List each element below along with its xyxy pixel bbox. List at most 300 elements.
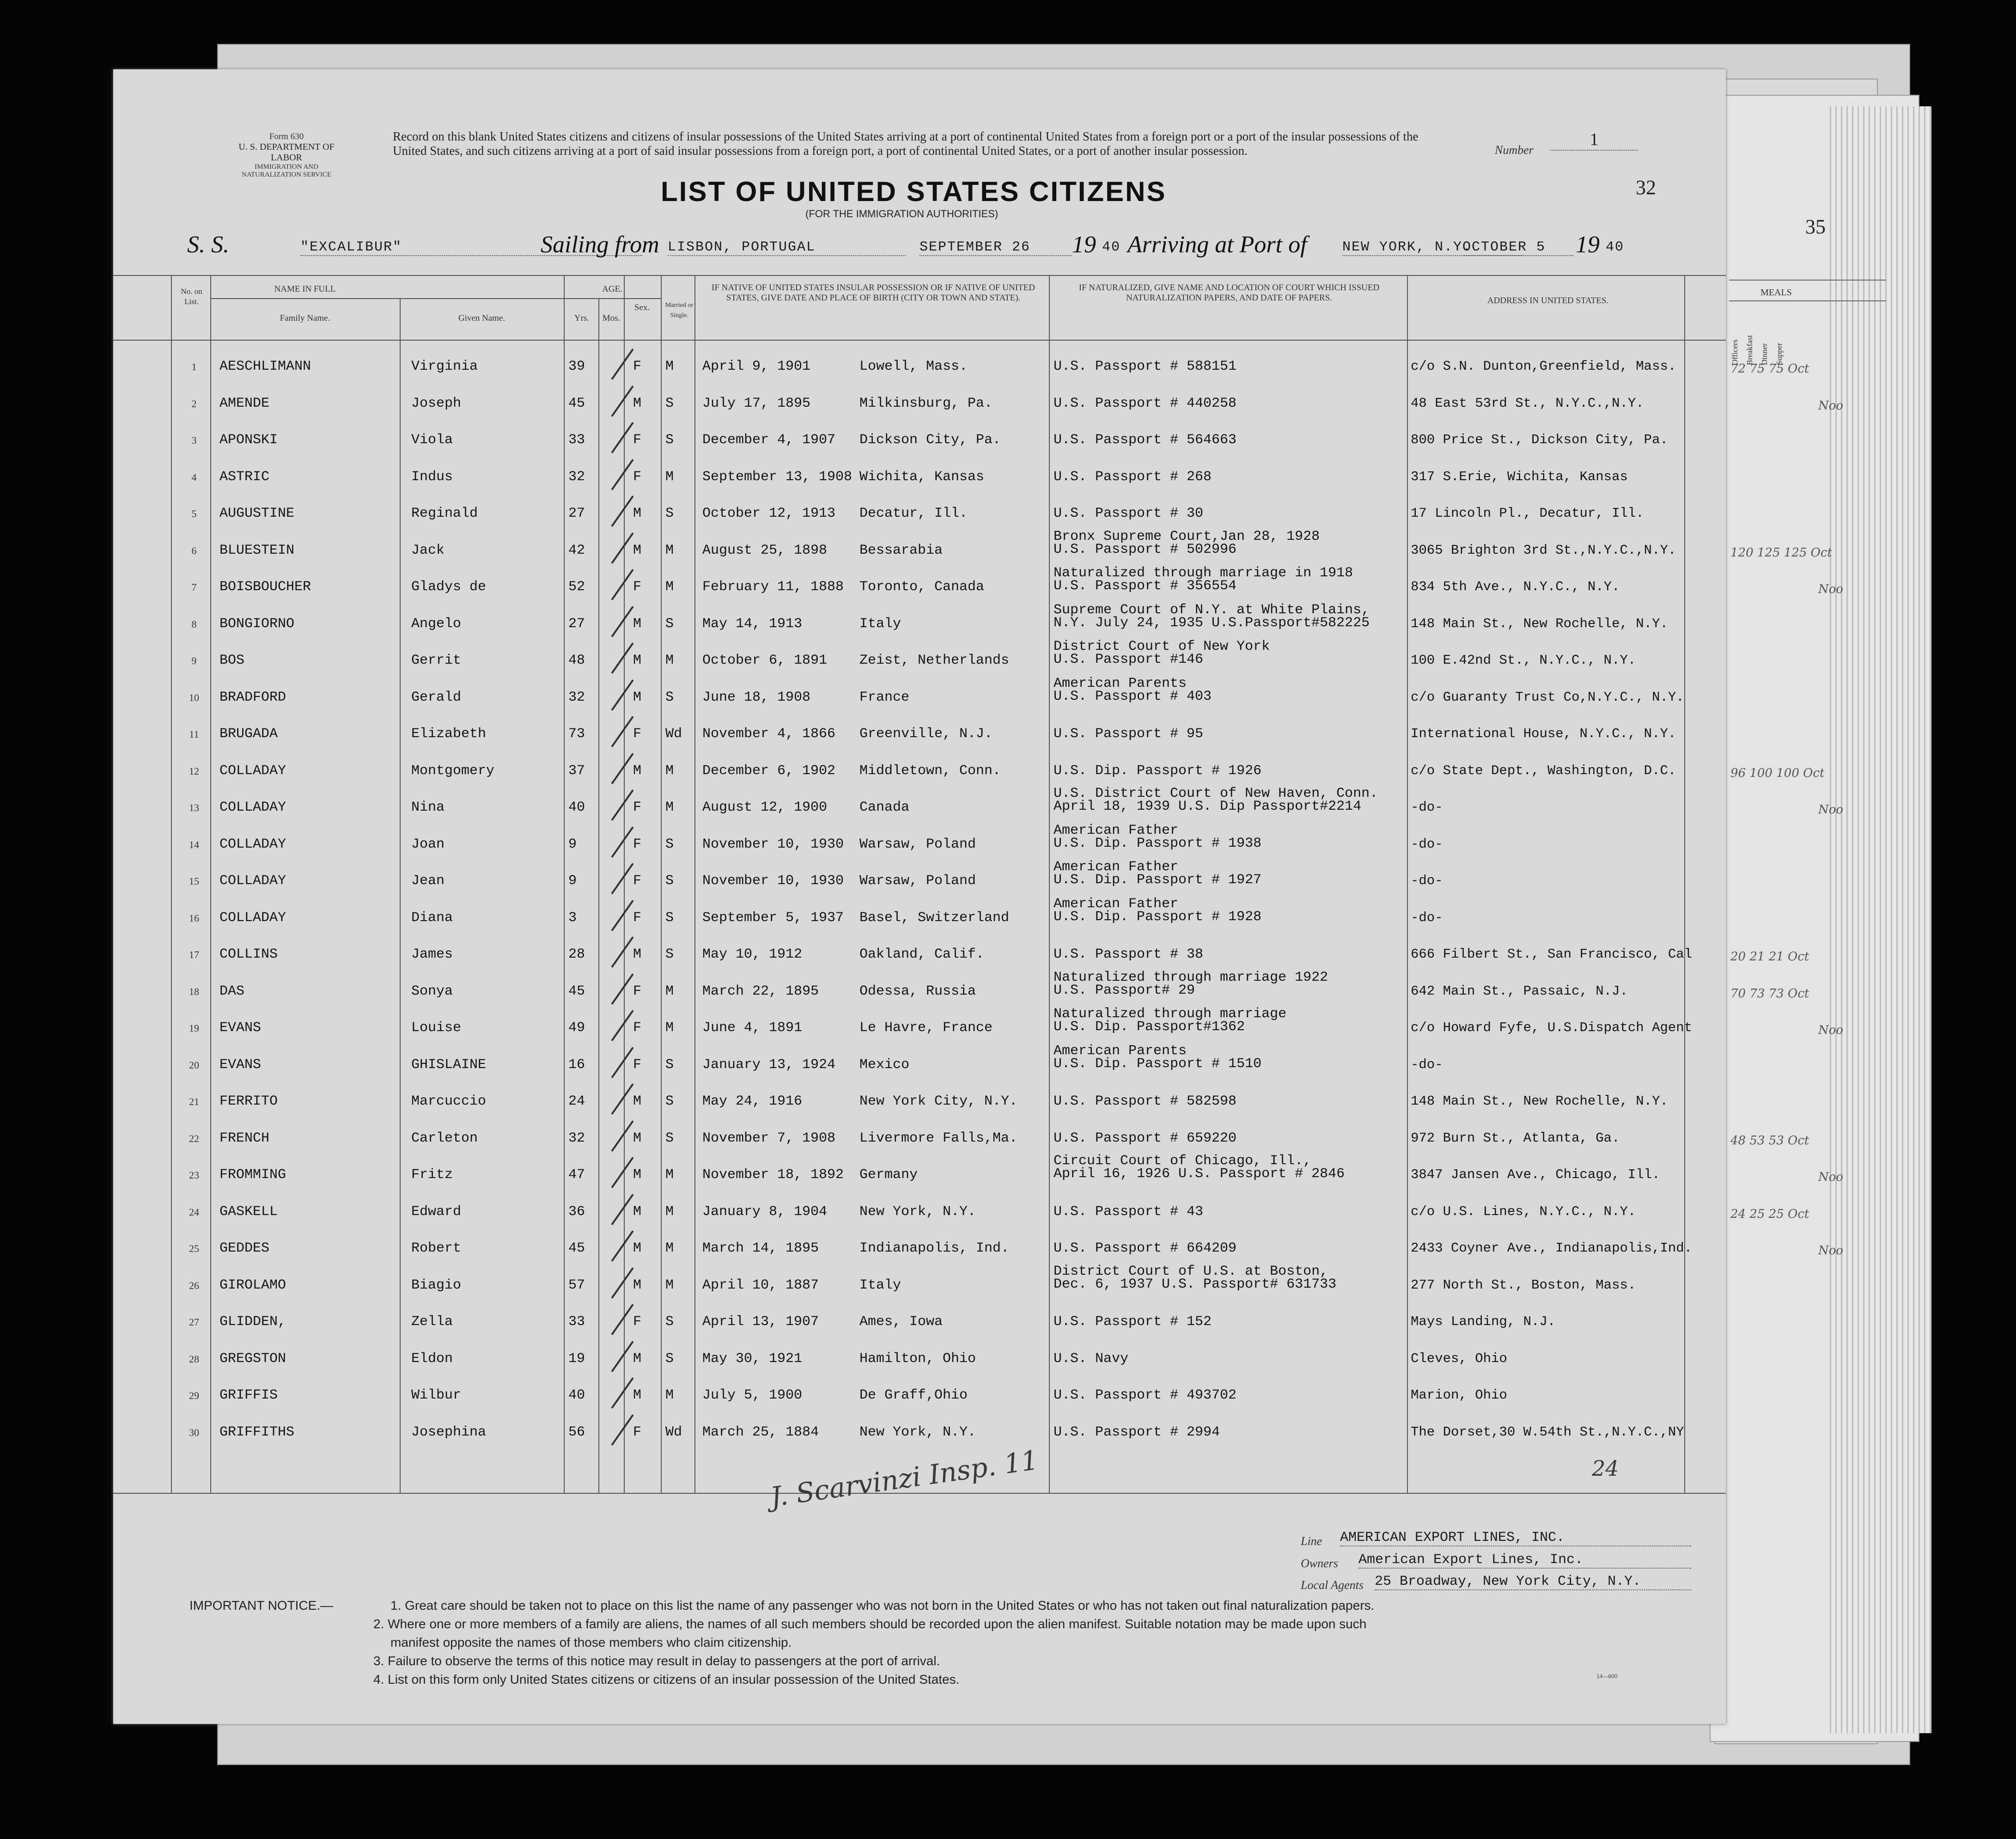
birth-date: May 24, 1916 <box>702 1094 803 1109</box>
given-name: Eldon <box>411 1350 453 1367</box>
naturalization-line-1: Naturalized through marriage <box>1054 1006 1287 1022</box>
family-name: GASKELL <box>219 1204 278 1220</box>
arriving-label: Arriving at Port of <box>1127 232 1307 258</box>
sex: F <box>633 800 642 815</box>
naturalization-line-1: Naturalized through marriage 1922 <box>1054 969 1328 985</box>
sex: M <box>633 1277 642 1293</box>
family-name: COLLADAY <box>219 836 286 852</box>
sex: M <box>633 1240 642 1256</box>
column-rule <box>1684 275 1685 1493</box>
sex: F <box>633 579 642 595</box>
naturalization: U.S. Passport # 564663 <box>1054 432 1237 448</box>
birth-place: New York City, N.Y. <box>859 1094 1018 1109</box>
naturalization-line-1: Circuit Court of Chicago, Ill., <box>1054 1153 1312 1169</box>
sex: M <box>633 1387 642 1403</box>
birth-place: Indianapolis, Ind. <box>859 1240 1010 1256</box>
check-mark <box>611 569 633 600</box>
family-name: DAS <box>219 983 245 999</box>
meals-rule <box>1729 300 1886 301</box>
naturalization: U.S. Passport # 38 <box>1054 947 1204 962</box>
birth-place: Italy <box>859 616 901 632</box>
page-title: LIST OF UNITED STATES CITIZENS <box>661 176 1167 207</box>
age-years: 45 <box>568 1240 585 1256</box>
marital-status: S <box>665 395 674 411</box>
notice-title: IMPORTANT NOTICE.— <box>189 1598 334 1613</box>
birth-date: May 14, 1913 <box>702 616 803 632</box>
check-mark <box>611 606 633 637</box>
address: 100 E.42nd St., N.Y.C., N.Y. <box>1411 653 1636 668</box>
given-name: Viola <box>411 432 453 448</box>
naturalization-line-2: U.S. Dip. Passport # 1510 <box>1054 1056 1262 1072</box>
birth-place: Decatur, Ill. <box>859 506 968 521</box>
naturalization-line-2: U.S. Dip. Passport # 1938 <box>1054 835 1262 851</box>
check-mark <box>611 1377 633 1409</box>
naturalization: U.S. Passport # 30 <box>1054 506 1204 521</box>
meal-column-header: Breakfast <box>1745 335 1754 365</box>
birth-date: December 4, 1907 <box>702 432 836 448</box>
age-years: 42 <box>568 542 585 558</box>
check-mark <box>611 936 633 968</box>
naturalization: U.S. Passport # 440258 <box>1054 395 1237 411</box>
naturalization-line-2: April 16, 1926 U.S. Passport # 2846 <box>1054 1166 1345 1182</box>
address: c/o Howard Fyfe, U.S.Dispatch Agent <box>1411 1020 1693 1035</box>
check-mark <box>611 1120 633 1152</box>
check-mark <box>611 1010 633 1041</box>
agents-value: 25 Broadway, New York City, N.Y. <box>1375 1574 1691 1590</box>
address: 972 Burn St., Atlanta, Ga. <box>1411 1130 1620 1146</box>
given-name: Marcuccio <box>411 1094 487 1109</box>
address: 2433 Coyner Ave., Indianapolis,Ind. <box>1411 1240 1693 1256</box>
address: c/o S.N. Dunton,Greenfield, Mass. <box>1411 359 1676 374</box>
check-mark <box>611 753 633 784</box>
birth-place: Greenville, N.J. <box>859 726 993 742</box>
column-rule <box>210 275 211 1493</box>
sex: F <box>633 1424 642 1440</box>
row-number: 12 <box>189 765 199 777</box>
marital-status: M <box>665 763 674 779</box>
row-number: 21 <box>189 1096 199 1107</box>
sex: M <box>633 763 642 779</box>
row-number: 14 <box>189 838 199 850</box>
row-number: 5 <box>191 508 197 519</box>
birth-place: Mexico <box>859 1057 910 1073</box>
birth-place: Bessarabia <box>859 542 943 558</box>
table-top-rule <box>113 275 1726 276</box>
given-name: Gerrit <box>411 653 462 668</box>
family-name: AMENDE <box>219 395 270 411</box>
age-years: 39 <box>568 359 585 374</box>
column-header-birth: IF NATIVE OF UNITED STATES INSULAR POSSESSION OR IF NATIVE OF UNITED STATES, GIVE DATE AND PLACE OF BIRTH (CITY OR TOWN AND STATE). <box>712 283 1035 303</box>
address: 317 S.Erie, Wichita, Kansas <box>1411 469 1628 484</box>
row-number: 22 <box>189 1132 199 1144</box>
address: International House, N.Y.C., N.Y. <box>1411 726 1676 741</box>
sex: F <box>633 1020 642 1036</box>
birth-place: De Graff,Ohio <box>859 1387 968 1403</box>
check-mark <box>611 789 633 821</box>
birth-date: April 9, 1901 <box>702 359 811 374</box>
naturalization: U.S. Passport # 588151 <box>1054 359 1237 374</box>
birth-date: September 5, 1937 <box>702 910 844 926</box>
naturalization-line-2: U.S. Passport #146 <box>1054 652 1204 667</box>
marital-status: M <box>665 1240 674 1256</box>
marital-status: M <box>665 359 674 374</box>
family-name: APONSKI <box>219 432 278 448</box>
birth-date: November 4, 1866 <box>702 726 836 742</box>
age-years: 47 <box>568 1167 585 1183</box>
naturalization: U.S. Passport # 493702 <box>1054 1387 1237 1403</box>
naturalization-line-1: American Father <box>1054 896 1179 912</box>
given-name: Edward <box>411 1204 462 1220</box>
marital-status: S <box>665 1130 674 1146</box>
name-age-subrule <box>210 298 661 299</box>
family-name: GREGSTON <box>219 1350 286 1367</box>
birth-place: Warsaw, Poland <box>859 873 976 889</box>
age-years: 36 <box>568 1204 585 1220</box>
birth-place: Livermore Falls,Ma. <box>859 1130 1018 1146</box>
meals-rule <box>1729 280 1886 281</box>
sailing-from: LISBON, PORTUGAL <box>668 239 906 256</box>
given-name: Wilbur <box>411 1387 462 1403</box>
age-years: 56 <box>568 1424 585 1440</box>
age-years: 32 <box>568 689 585 705</box>
record-instructions: Record on this blank United States citizens and citizens of insular possessions of the United States arriving at a port of continental United States from a foreign port or a port of the insular possessions of the United States, and such citizens arriving at a port of said insular possessions from a foreign port, a port of continental United States, or a port of another insular possession. <box>393 129 1419 158</box>
birth-place: Middletown, Conn. <box>859 763 1001 779</box>
given-name: Nina <box>411 800 445 815</box>
page-number: 32 <box>1636 176 1656 199</box>
marital-status: S <box>665 910 674 926</box>
row-number: 6 <box>191 544 197 556</box>
check-mark <box>611 1267 633 1299</box>
naturalization-line-2: U.S. Passport # 502996 <box>1054 541 1237 557</box>
column-header-given-name: Given Name. <box>458 313 506 323</box>
column-header-naturalized: IF NATURALIZED, GIVE NAME AND LOCATION OF COURT WHICH ISSUED NATURALIZATION PAPERS, AND DATE OF PAPERS. <box>1078 283 1380 303</box>
sex: F <box>633 469 642 485</box>
birth-date: November 10, 1930 <box>702 873 844 889</box>
age-years: 37 <box>568 763 585 779</box>
service: IMMIGRATION AND NATURALIZATION SERVICE <box>241 163 332 178</box>
marital-status: M <box>665 1167 674 1183</box>
row-number: 26 <box>189 1279 199 1291</box>
marital-status: M <box>665 983 674 999</box>
sex: F <box>633 983 642 999</box>
age-years: 24 <box>568 1094 585 1109</box>
birth-date: March 22, 1895 <box>702 983 819 999</box>
family-name: COLLINS <box>219 947 278 962</box>
check-mark <box>611 459 633 490</box>
owners-value: American Export Lines, Inc. <box>1358 1552 1691 1569</box>
age-years: 27 <box>568 616 585 632</box>
row-number: 11 <box>189 728 199 740</box>
page-edges <box>1830 106 1931 1733</box>
birth-place: Canada <box>859 800 910 815</box>
given-name: Diana <box>411 910 453 926</box>
sex: M <box>633 542 642 558</box>
marital-status: M <box>665 469 674 485</box>
address: c/o State Dept., Washington, D.C. <box>1411 763 1676 778</box>
sailing-date: SEPTEMBER 26 <box>920 239 1072 256</box>
birth-place: Germany <box>859 1167 918 1183</box>
column-header-married-single: Married or Single. <box>665 302 694 319</box>
birth-place: Le Havre, France <box>859 1020 993 1036</box>
address: Marion, Ohio <box>1411 1387 1507 1403</box>
side-page-number: 35 <box>1805 215 1826 238</box>
row-number: 13 <box>189 802 199 813</box>
family-name: GIROLAMO <box>219 1277 286 1293</box>
row-number: 25 <box>189 1243 199 1254</box>
family-name: EVANS <box>219 1020 262 1036</box>
address: The Dorset,30 W.54th St.,N.Y.C.,NY <box>1411 1424 1684 1440</box>
marital-status: S <box>665 616 674 632</box>
notice-4: 4. List on this form only United States citizens or citizens of an insular possession of the United States. <box>373 1672 960 1686</box>
check-mark <box>611 716 633 747</box>
address: 800 Price St., Dickson City, Pa. <box>1411 432 1668 447</box>
address: -do- <box>1411 873 1443 888</box>
marital-status: Wd <box>665 726 682 742</box>
age-years: 49 <box>568 1020 585 1036</box>
row-number: 27 <box>189 1316 199 1328</box>
meal-note: 48 53 53 Oct <box>1730 1133 1809 1148</box>
birth-place: France <box>859 689 910 705</box>
row-number: 15 <box>189 875 199 887</box>
given-name: James <box>411 947 453 962</box>
sex: M <box>633 1094 642 1109</box>
birth-date: March 14, 1895 <box>702 1240 819 1256</box>
birth-place: Basel, Switzerland <box>859 910 1010 926</box>
column-header-age: AGE. <box>602 284 622 294</box>
marital-status: S <box>665 873 674 889</box>
sex: M <box>633 1350 642 1367</box>
sex: M <box>633 689 642 705</box>
age-years: 45 <box>568 395 585 411</box>
column-rule <box>624 275 625 1493</box>
age-years: 16 <box>568 1057 585 1073</box>
naturalization-line-1: District Court of New York <box>1054 639 1270 654</box>
given-name: Joan <box>411 836 445 852</box>
row-number: 7 <box>191 581 197 593</box>
row-number: 4 <box>191 471 197 483</box>
column-rule <box>564 275 565 1493</box>
given-name: Joseph <box>411 395 462 411</box>
address: 277 North St., Boston, Mass. <box>1411 1277 1636 1293</box>
address: 17 Lincoln Pl., Decatur, Ill. <box>1411 506 1644 521</box>
marital-status: S <box>665 1057 674 1073</box>
sex: F <box>633 910 642 926</box>
check-mark <box>611 826 633 858</box>
row-number: 10 <box>189 691 199 703</box>
given-name: GHISLAINE <box>411 1057 487 1073</box>
meal-note: 24 25 25 Oct <box>1730 1207 1809 1221</box>
family-name: GRIFFITHS <box>219 1424 295 1440</box>
sex: F <box>633 1314 642 1330</box>
birth-place: Ames, Iowa <box>859 1314 943 1330</box>
given-name: Sonya <box>411 983 453 999</box>
owners-label: Owners <box>1301 1557 1338 1570</box>
marital-status: Wd <box>665 1424 682 1440</box>
meal-note: Noo <box>1818 1244 1844 1258</box>
meal-column-header: Supper <box>1775 342 1784 365</box>
marital-status: S <box>665 1314 674 1330</box>
printer-mark: 14—600 <box>1596 1673 1618 1680</box>
age-years: 45 <box>568 983 585 999</box>
marital-status: M <box>665 1020 674 1036</box>
age-years: 52 <box>568 579 585 595</box>
row-number: 2 <box>191 397 197 409</box>
check-mark <box>611 422 633 453</box>
address: Cleves, Ohio <box>1411 1350 1507 1366</box>
sex: F <box>633 1057 642 1073</box>
birth-date: May 30, 1921 <box>702 1350 803 1367</box>
given-name: Elizabeth <box>411 726 487 742</box>
meal-note: 120 125 125 Oct <box>1730 545 1832 560</box>
check-mark <box>611 1304 633 1335</box>
birth-date: February 11, 1888 <box>702 579 844 595</box>
form-id <box>224 132 349 179</box>
family-name: GRIFFIS <box>219 1387 278 1403</box>
sex: F <box>633 726 642 742</box>
birth-date: June 18, 1908 <box>702 689 811 705</box>
given-name: Gladys de <box>411 579 487 595</box>
arriving-year: 40 <box>1606 239 1625 255</box>
meal-note: Noo <box>1818 398 1844 413</box>
address: c/o Guaranty Trust Co,N.Y.C., N.Y. <box>1411 689 1684 705</box>
row-number: 28 <box>189 1353 199 1365</box>
marital-status: S <box>665 836 674 852</box>
birth-place: New York, N.Y. <box>859 1204 976 1220</box>
birth-date: August 12, 1900 <box>702 800 828 815</box>
birth-place: Warsaw, Poland <box>859 836 976 852</box>
meal-note: Noo <box>1818 803 1844 817</box>
age-years: 73 <box>568 726 585 742</box>
naturalization-line-2: N.Y. July 24, 1935 U.S.Passport#582225 <box>1054 615 1370 631</box>
number-label: Number <box>1495 143 1534 157</box>
sex: F <box>633 836 642 852</box>
row-number: 20 <box>189 1059 199 1071</box>
address: 48 East 53rd St., N.Y.C.,N.Y. <box>1411 395 1644 411</box>
arriving-date: OCTOBER 5 <box>1462 239 1573 256</box>
age-years: 40 <box>568 800 585 815</box>
naturalization-line-1: American Parents <box>1054 675 1187 691</box>
column-rule <box>400 298 401 1493</box>
check-mark <box>611 679 633 711</box>
family-name: COLLADAY <box>219 910 286 926</box>
given-name: Jean <box>411 873 445 889</box>
address: 3847 Jansen Ave., Chicago, Ill. <box>1411 1167 1660 1182</box>
birth-date: January 13, 1924 <box>702 1057 836 1073</box>
age-years: 48 <box>568 653 585 668</box>
manifest-sheet <box>113 69 1726 1724</box>
birth-place: Italy <box>859 1277 901 1293</box>
header-bottom-rule <box>113 340 1726 341</box>
marital-status: M <box>665 579 674 595</box>
column-header-name-in-full: NAME IN FULL <box>274 284 336 294</box>
family-name: ASTRIC <box>219 469 270 485</box>
check-mark <box>611 495 633 527</box>
birth-place: Odessa, Russia <box>859 983 976 999</box>
naturalization: U.S. Passport # 95 <box>1054 726 1204 742</box>
column-rule <box>598 298 599 1493</box>
birth-place: Zeist, Netherlands <box>859 653 1010 668</box>
row-number: 24 <box>189 1206 199 1218</box>
line-value: AMERICAN EXPORT LINES, INC. <box>1340 1530 1691 1546</box>
naturalization-line-1: American Father <box>1054 822 1179 838</box>
row-number: 19 <box>189 1022 199 1034</box>
address: 642 Main St., Passaic, N.J. <box>1411 983 1628 999</box>
marital-status: M <box>665 1204 674 1220</box>
age-years: 32 <box>568 1130 585 1146</box>
age-years: 33 <box>568 1314 585 1330</box>
column-rule <box>694 275 695 1493</box>
family-name: AUGUSTINE <box>219 506 295 521</box>
row-number: 16 <box>189 912 199 924</box>
naturalization-line-2: U.S. Dip. Passport # 1927 <box>1054 872 1262 888</box>
age-years: 3 <box>568 910 577 926</box>
naturalization-line-1: Supreme Court of N.Y. at White Plains, <box>1054 602 1370 618</box>
birth-date: April 10, 1887 <box>702 1277 819 1293</box>
check-mark <box>611 385 633 417</box>
given-name: Fritz <box>411 1167 453 1183</box>
check-mark <box>611 1157 633 1188</box>
sex: M <box>633 1204 642 1220</box>
meal-column-header: Dinner <box>1760 343 1769 365</box>
naturalization-line-2: U.S. Passport # 356554 <box>1054 578 1237 594</box>
birth-place: Lowell, Mass. <box>859 359 968 374</box>
column-rule <box>1407 275 1408 1493</box>
family-name: GLIDDEN, <box>219 1314 286 1330</box>
notice-2b: manifest opposite the names of those members who claim citizenship. <box>390 1635 792 1650</box>
sailing-year: 40 <box>1102 239 1121 255</box>
sex: M <box>633 1167 642 1183</box>
sex: F <box>633 359 642 374</box>
count-note: 24 <box>1592 1456 1619 1481</box>
address: -do- <box>1411 836 1443 852</box>
birth-date: June 4, 1891 <box>702 1020 803 1036</box>
ss-label: S. S. <box>187 232 229 258</box>
given-name: Indus <box>411 469 453 485</box>
table-bottom-rule <box>113 1493 1726 1494</box>
arriving-port: NEW YORK, N.Y. <box>1342 239 1523 256</box>
naturalization: U.S. Passport # 152 <box>1054 1314 1212 1330</box>
column-rule <box>1049 275 1050 1493</box>
family-name: FERRITO <box>219 1094 278 1109</box>
given-name: Virginia <box>411 359 478 374</box>
meal-note: Noo <box>1818 582 1844 596</box>
age-years: 27 <box>568 506 585 521</box>
column-rule <box>171 275 172 1493</box>
naturalization-line-1: Bronx Supreme Court,Jan 28, 1928 <box>1054 528 1320 544</box>
arriving-year-prefix: 19 <box>1576 232 1600 258</box>
family-name: COLLADAY <box>219 873 286 889</box>
meal-note: 70 73 73 Oct <box>1730 986 1809 1001</box>
column-header-no: No. on List. <box>181 287 202 306</box>
given-name: Carleton <box>411 1130 478 1146</box>
birth-date: May 10, 1912 <box>702 947 803 962</box>
notice-2a: 2. Where one or more members of a family are aliens, the names of all such members should be recorded upon the alien manifest. Suitable notation may be made upon such <box>373 1617 1367 1631</box>
marital-status: S <box>665 1350 674 1367</box>
given-name: Louise <box>411 1020 462 1036</box>
address: -do- <box>1411 910 1443 925</box>
given-name: Zella <box>411 1314 453 1330</box>
line-label: Line <box>1301 1534 1322 1548</box>
given-name: Reginald <box>411 506 478 521</box>
family-name: BRADFORD <box>219 689 286 705</box>
given-name: Josephina <box>411 1424 487 1440</box>
row-number: 30 <box>189 1426 199 1438</box>
meal-note: Noo <box>1818 1023 1844 1037</box>
check-mark <box>611 348 633 380</box>
age-years: 19 <box>568 1350 585 1367</box>
agents-label: Local Agents <box>1301 1578 1364 1592</box>
family-name: AESCHLIMANN <box>219 359 311 374</box>
